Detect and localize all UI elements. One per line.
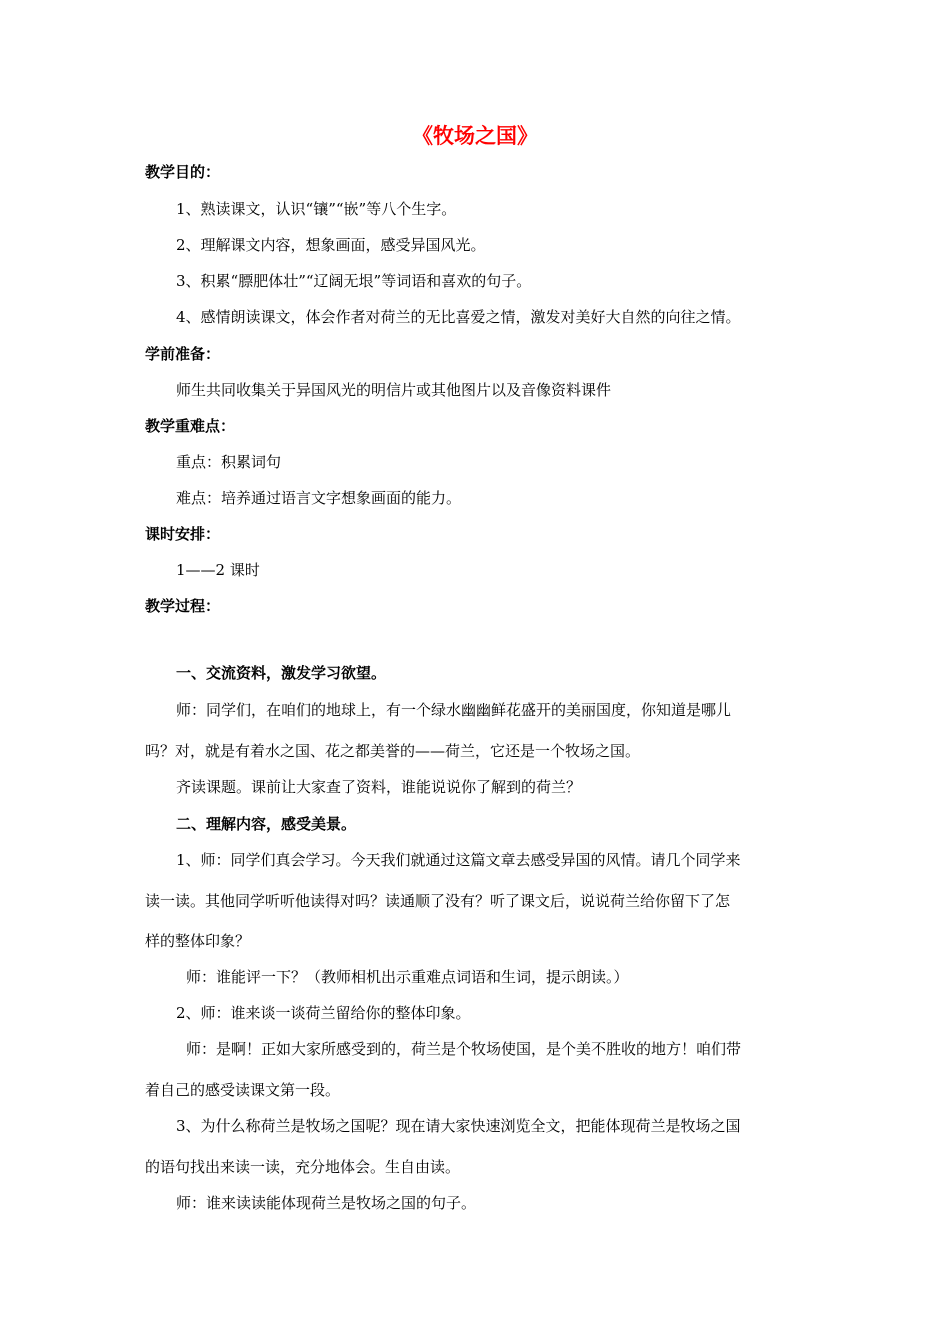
schedule-heading: 课时安排： — [145, 525, 221, 543]
part2-step-1-line-1: 1、师：同学们真会学习。今天我们就通过这篇文章去感受异国的风情。请几个同学来 — [176, 851, 741, 869]
part2-step-2-teacher-line-2: 着自己的感受读课文第一段。 — [145, 1081, 341, 1099]
part1-paragraph-1-line-2: 吗？对，就是有着水之国、花之都美誉的——荷兰，它还是一个牧场之国。 — [145, 742, 641, 760]
part2-step-2: 2、师：谁来谈一谈荷兰留给你的整体印象。 — [176, 1004, 471, 1022]
document-title: 《牧场之国》 — [412, 123, 538, 148]
objective-item-3: 3、积累“膘肥体壮”“辽阔无垠”等词语和喜欢的句子。 — [176, 272, 532, 290]
part2-step-3-line-1: 3、为什么称荷兰是牧场之国呢？现在请大家快速浏览全文，把能体现荷兰是牧场之国 — [176, 1117, 741, 1135]
objectives-heading: 教学目的： — [145, 163, 221, 181]
part2-step-3-teacher: 师：谁来读读能体现荷兰是牧场之国的句子。 — [176, 1194, 477, 1212]
part2-step-3-line-2: 的语句找出来读一读，充分地体会。生自由读。 — [145, 1158, 461, 1176]
keypoints-heading: 教学重难点： — [145, 417, 236, 435]
preparation-text: 师生共同收集关于异国风光的明信片或其他图片以及音像资料课件 — [176, 381, 612, 399]
objective-item-1: 1、熟读课文，认识“镶”“嵌”等八个生字。 — [176, 200, 457, 218]
part2-step-1-teacher: 师：谁能评一下？（教师相机出示重难点词语和生词，提示朗读。） — [186, 968, 629, 986]
objective-item-4: 4、感情朗读课文，体会作者对荷兰的无比喜爱之情，激发对美好大自然的向往之情。 — [176, 308, 741, 326]
part1-paragraph-2: 齐读课题。课前让大家查了资料，谁能说说你了解到的荷兰？ — [176, 778, 582, 796]
schedule-text: 1——2 课时 — [176, 561, 260, 579]
part2-heading: 二、理解内容，感受美景。 — [176, 815, 357, 833]
part2-step-2-teacher-line-1: 师：是啊！正如大家所感受到的，荷兰是个牧场使国，是个美不胜收的地方！咱们带 — [186, 1040, 742, 1058]
preparation-heading: 学前准备： — [145, 345, 221, 363]
part1-paragraph-1-line-1: 师：同学们，在咱们的地球上，有一个绿水幽幽鲜花盛开的美丽国度，你知道是哪儿 — [176, 701, 732, 719]
part2-step-1-line-2: 读一读。其他同学听听他读得对吗？读通顺了没有？听了课文后，说说荷兰给你留下了怎 — [145, 892, 731, 910]
process-heading: 教学过程： — [145, 597, 221, 615]
objective-item-2: 2、理解课文内容，想象画面，感受异国风光。 — [176, 236, 486, 254]
keypoint-difficulty: 难点：培养通过语言文字想象画面的能力。 — [176, 489, 462, 507]
part1-heading: 一、交流资料，激发学习欲望。 — [176, 664, 387, 682]
keypoint-key: 重点：积累词句 — [176, 453, 282, 471]
part2-step-1-line-3: 样的整体印象？ — [145, 932, 251, 950]
